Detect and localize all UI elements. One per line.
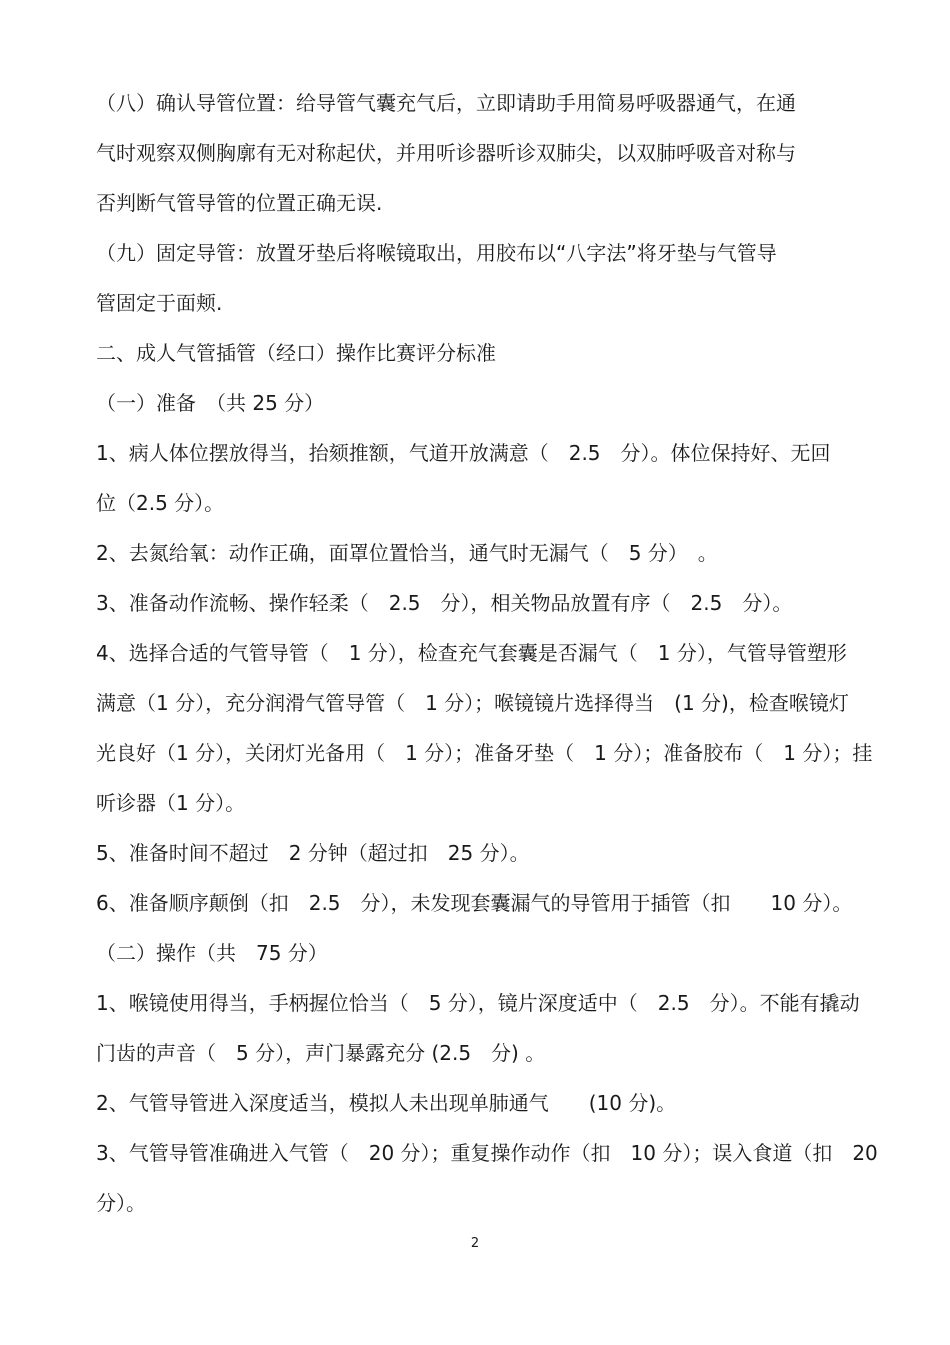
text-line: 否判断气管导管的位置正确无误. [96, 191, 383, 215]
text-line: 5、准备时间不超过 2 分钟（超过扣 25 分）。 [96, 841, 530, 865]
text-line: 分）。 [96, 1191, 146, 1215]
text-line: （八）确认导管位置：给导管气囊充气后，立即请助手用简易呼吸器通气，在通 [96, 91, 796, 115]
subsection-heading: （一）准备 （共 25 分） [96, 391, 325, 415]
text-line: 4、选择合适的气管导管（ 1 分），检查充气套囊是否漏气（ 1 分），气管导管塑形 [96, 641, 847, 665]
text-line: 光良好（1 分），关闭灯光备用（ 1 分）；准备牙垫（ 1 分）；准备胶布（ 1 分）；挂 [96, 741, 873, 765]
section-heading: 二、成人气管插管（经口）操作比赛评分标准 [96, 341, 496, 365]
text-line: 听诊器（1 分）。 [96, 791, 246, 815]
text-line: 3、准备动作流畅、操作轻柔（ 2.5 分），相关物品放置有序（ 2.5 分）。 [96, 591, 793, 615]
text-line: 位（2.5 分）。 [96, 491, 225, 515]
text-line: 满意（1 分），充分润滑气管导管（ 1 分）；喉镜镜片选择得当 (1 分)，检查喉镜灯 [96, 691, 849, 715]
text-line: 3、气管导管准确进入气管（ 20 分）；重复操作动作（扣 10 分）；误入食道（扣 20 [96, 1141, 878, 1165]
text-line: 2、去氮给氧：动作正确，面罩位置恰当，通气时无漏气（ 5 分） 。 [96, 541, 718, 565]
text-line: 门齿的声音（ 5 分），声门暴露充分 (2.5 分) 。 [96, 1041, 546, 1065]
text-line: 2、气管导管进入深度适当，模拟人未出现单肺通气 (10 分)。 [96, 1091, 677, 1115]
text-line: （九）固定导管：放置牙垫后将喉镜取出，用胶布以“八字法”将牙垫与气管导 [96, 241, 777, 265]
document-body [96, 78, 896, 1228]
text-line: 1、病人体位摆放得当，抬颏推额，气道开放满意（ 2.5 分）。体位保持好、无回 [96, 441, 831, 465]
text-line: 1、喉镜使用得当，手柄握位恰当（ 5 分），镜片深度适中（ 2.5 分）。不能有撬动 [96, 991, 860, 1015]
text-line: 管固定于面颊. [96, 291, 223, 315]
text-line: 气时观察双侧胸廓有无对称起伏，并用听诊器听诊双肺尖，以双肺呼吸音对称与 [96, 141, 796, 165]
subsection-heading: （二）操作（共 75 分） [96, 941, 328, 965]
text-line: 6、准备顺序颠倒（扣 2.5 分），未发现套囊漏气的导管用于插管（扣 10 分）。 [96, 891, 853, 915]
page-number: 2 [470, 1236, 480, 1251]
